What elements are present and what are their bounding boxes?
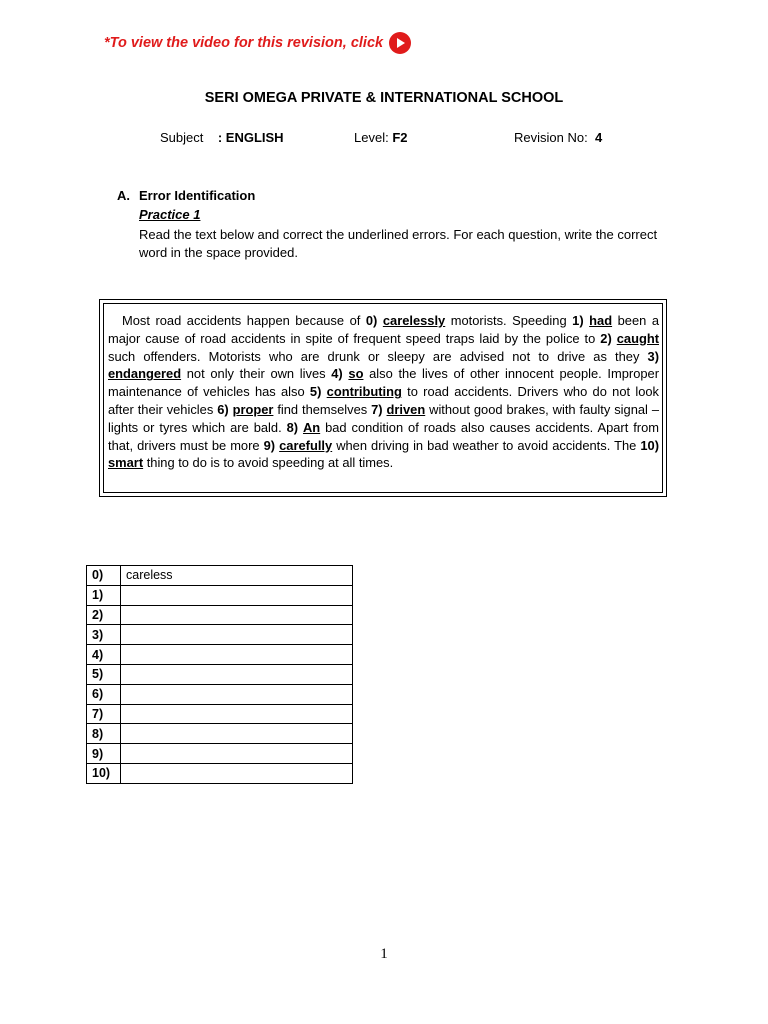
- question-number-cell: 3): [87, 625, 121, 645]
- page-number: 1: [380, 946, 388, 962]
- underlined-error: caught: [616, 330, 659, 346]
- passage-text-segment: thing to do is to avoid speeding at all times.: [143, 455, 394, 471]
- answer-cell[interactable]: [121, 684, 353, 704]
- passage-text-segment: when driving in bad weather to avoid accidents. The: [332, 437, 641, 453]
- question-number-cell: 6): [87, 684, 121, 704]
- passage-text-segment: Most road accidents happen because of: [122, 313, 366, 328]
- question-number: 10): [640, 437, 659, 453]
- underlined-error: so: [348, 366, 364, 382]
- passage-text-segment: such offenders. Motorists who are drunk or sleepy are advised not to drive as they: [108, 348, 648, 364]
- section-heading: [117, 188, 255, 203]
- section-letter: A.: [117, 188, 130, 203]
- school-title: SERI OMEGA PRIVATE & INTERNATIONAL SCHOOL: [204, 90, 564, 106]
- question-number: 3): [647, 348, 659, 364]
- passage-text-segment: to road accidents. Drivers who do not look after their vehicles: [108, 384, 659, 417]
- underlined-error: driven: [386, 401, 426, 417]
- question-number-cell: 4): [87, 645, 121, 665]
- revision-label: Revision No:: [514, 130, 588, 145]
- subject-info: [160, 130, 284, 145]
- answer-cell[interactable]: [121, 763, 353, 783]
- question-number: 2): [600, 330, 612, 346]
- question-number-cell: 1): [87, 585, 121, 605]
- underlined-error: An: [302, 419, 321, 435]
- underlined-error: carelessly: [382, 313, 446, 328]
- passage-text-segment: not only their own lives: [181, 366, 332, 382]
- passage-box: [99, 299, 667, 497]
- subject-label: Subject: [160, 130, 204, 145]
- passage-text-segment: find themselves: [273, 401, 372, 417]
- table-row: [87, 684, 353, 704]
- question-number: 0): [365, 313, 378, 328]
- question-number: 4): [331, 366, 343, 382]
- question-number-cell: 10): [87, 763, 121, 783]
- video-link-text: *To view the video for this revision, click: [104, 35, 384, 51]
- passage-text-segment: also the lives of other innocent people. Improper maintenance of vehicles has also: [108, 366, 659, 400]
- instructions: Read the text below and correct the underlined errors. For each question, write the correct word in the space provided.: [139, 227, 658, 260]
- underlined-error: smart: [108, 455, 144, 471]
- table-row: [87, 585, 353, 605]
- revision-info: [514, 130, 602, 145]
- passage-text-segment: bad condition of roads also causes accidents. Apart from that, drivers must be more: [108, 419, 659, 453]
- answer-cell[interactable]: [121, 704, 353, 724]
- question-number: 9): [263, 437, 276, 453]
- answer-cell[interactable]: [121, 744, 353, 764]
- level-label: Level:: [354, 130, 389, 145]
- passage-text-segment: motorists. Speeding: [445, 313, 573, 328]
- underlined-error: contributing: [326, 384, 402, 400]
- question-number-cell: 5): [87, 664, 121, 684]
- table-row: [87, 744, 353, 764]
- table-row: [87, 704, 353, 724]
- level-value: F2: [392, 130, 408, 145]
- answer-table: [86, 565, 353, 784]
- question-number: 6): [217, 401, 229, 417]
- question-number: 7): [371, 401, 383, 417]
- table-row: [87, 664, 353, 684]
- passage-text-segment: without good brakes, with faulty signal – lights or tyres which are bald.: [108, 401, 659, 435]
- answer-cell[interactable]: [121, 664, 353, 684]
- play-icon[interactable]: [389, 32, 411, 54]
- answer-cell[interactable]: careless: [121, 566, 353, 586]
- level-info: [354, 130, 408, 145]
- video-link[interactable]: [104, 32, 411, 54]
- subject-value: : ENGLISH: [217, 130, 284, 145]
- question-number-cell: 2): [87, 605, 121, 625]
- question-number: 8): [286, 419, 299, 435]
- revision-value: 4: [594, 130, 603, 145]
- question-number-cell: 7): [87, 704, 121, 724]
- practice-title: Practice 1: [139, 207, 201, 222]
- table-row: [87, 645, 353, 665]
- question-number-cell: 0): [87, 566, 121, 586]
- underlined-error: proper: [232, 401, 274, 417]
- table-row: [87, 566, 353, 586]
- answer-cell[interactable]: [121, 625, 353, 645]
- underlined-error: carefully: [279, 437, 333, 453]
- section-title: Error Identification: [139, 188, 256, 203]
- answer-cell[interactable]: [121, 724, 353, 744]
- answer-cell[interactable]: [121, 645, 353, 665]
- passage-text-segment: been a major cause of road accidents in spite of frequent speed traps laid by the police to: [108, 313, 659, 346]
- answer-cell[interactable]: [121, 605, 353, 625]
- question-number: 1): [572, 313, 584, 328]
- table-row: [87, 605, 353, 625]
- answer-cell[interactable]: [121, 585, 353, 605]
- table-row: [87, 763, 353, 783]
- question-number-cell: 9): [87, 744, 121, 764]
- question-number-cell: 8): [87, 724, 121, 744]
- question-number: 5): [309, 384, 322, 400]
- underlined-error: had: [589, 313, 613, 328]
- table-row: [87, 724, 353, 744]
- underlined-error: endangered: [108, 366, 182, 382]
- passage-text: [103, 303, 663, 493]
- table-row: [87, 625, 353, 645]
